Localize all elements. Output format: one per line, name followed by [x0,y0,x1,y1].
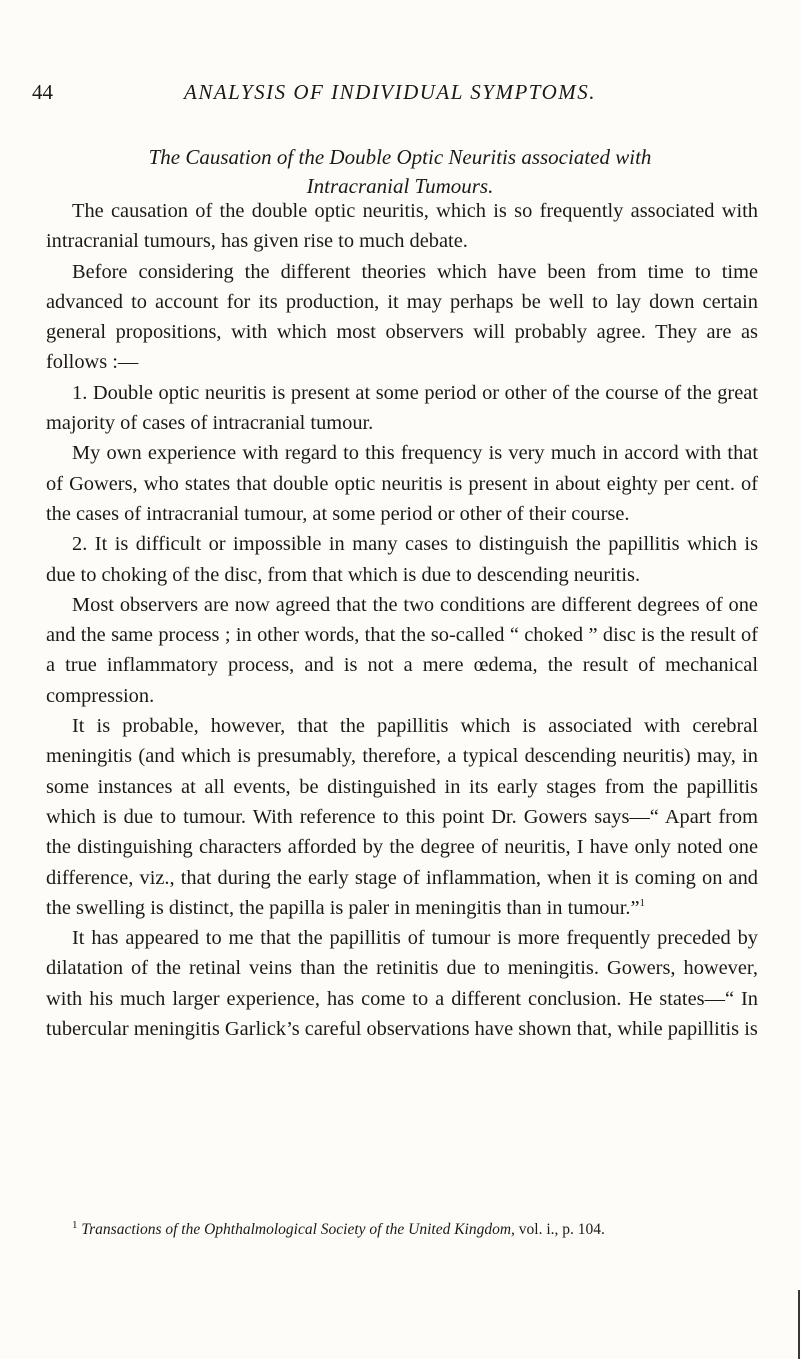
paragraph-1: The causation of the double optic neuritis, which is so frequently associated with intracranial tumours, has given rise to much debate. [46,200,758,253]
paragraph-4: My own experience with regard to this frequency is very much in accord with that of Gowers, who states that double optic neuritis is present in about eighty per cent. of the cases of intracranial tumour, at some period or other of their course. [46,442,758,525]
paragraph-7 [46,711,758,923]
page-edge-line [798,1290,800,1359]
paragraph-6: Most observers are now agreed that the two conditions are different degrees of one and the same process ; in other words, that the so-called “ choked ” disc is the result of a true inflammatory process, and is not a mere œdema, the result of mechanical compression. [46,593,758,707]
page-number: 44 [32,80,53,104]
proposition-1: 1. Double optic neuritis is present at some period or other of the course of the great majority of cases of intracranial tumour. [46,381,758,435]
running-title: ANALYSIS OF INDIVIDUAL SYMPTOMS. [184,80,596,104]
section-title-line-1: The Causation of the Double Optic Neuritis associated with [148,145,652,169]
footnote-citation: vol. i., p. 104. [518,1221,605,1238]
section-title [40,143,760,201]
footnote-reference[interactable]: 1 [639,897,646,910]
section-title-line-2: Intracranial Tumours. [306,174,494,198]
proposition-2: 2. It is difficult or impossible in many cases to distinguish the papillitis which is due to choking of the disc, from that which is due to descending neuritis. [46,533,758,586]
footnote-marker: 1 [72,1218,78,1231]
paragraph-7-text: It is probable, however, that the papillitis which is associated with cerebral meningitis (and which is presumably, therefore, a typical descending neuritis) may, in some instances at all events, be distinguished in its early stages from the papillitis which is due to tumour. With reference to this point Dr. Gowers says—“ Apart from the distinguishing characters afforded by the degree of neuritis, I have only noted one difference, viz., that during the early stage of inflammation, when it is coming on and the swelling is distinct, the papilla is paler in meningitis than in tumour.” [46,715,758,919]
body-text [46,196,758,1044]
paragraph-2: Before considering the different theories which have been from time to time advanced to account for its production, it may perhaps be well to lay down certain general propositions, with which most observers will probably agree. They are as follows :— [46,260,758,374]
footnote [46,1220,758,1240]
footnote-source-title: Transactions of the Ophthalmological Society of the United Kingdom, [81,1221,515,1238]
running-header [32,80,772,110]
paragraph-8: It has appeared to me that the papillitis of tumour is more frequently preceded by dilatation of the retinal veins than the retinitis due to meningitis. Gowers, however, with his much larger experience, has come to a different conclusion. He states—“ In tubercular meningitis Garlick’s careful observations have shown that, while papillitis is [46,927,758,1041]
